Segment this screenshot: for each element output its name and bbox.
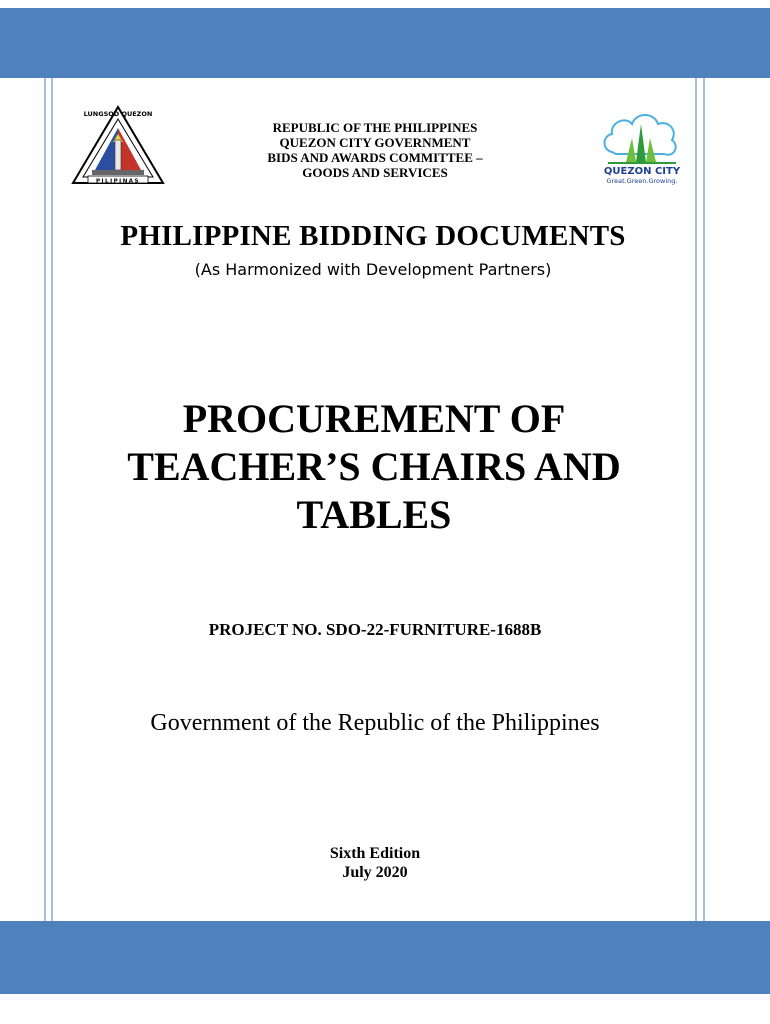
seal-text-top: LUNGSOD QUEZON bbox=[83, 110, 153, 118]
quezon-city-logo-icon bbox=[596, 104, 686, 188]
seal-text-bottom: PILIPINAS bbox=[95, 178, 141, 185]
title-initial: P bbox=[120, 220, 139, 252]
header-line-qc-government: QUEZON CITY GOVERNMENT bbox=[279, 135, 471, 150]
document-series-subtitle: (As Harmonized with Development Partners) bbox=[194, 260, 552, 279]
edition-info bbox=[0, 844, 750, 882]
procurement-title-line: TABLES bbox=[296, 492, 452, 537]
project-number: PROJECT NO. SDO-22-FURNITURE-1688B bbox=[208, 620, 542, 639]
procurement-title-line: PROCUREMENT OF bbox=[182, 396, 566, 441]
procurement-title-line: TEACHER’S CHAIRS AND bbox=[127, 444, 621, 489]
header-line-goods-services: GOODS AND SERVICES bbox=[302, 165, 448, 180]
bottom-color-band bbox=[0, 921, 770, 994]
government-line: Government of the Republic of the Philippines bbox=[150, 710, 600, 736]
title-initial: D bbox=[435, 220, 457, 252]
issuer-header bbox=[200, 120, 550, 180]
document-series-title bbox=[0, 220, 746, 253]
lungsod-quezon-seal-icon bbox=[70, 104, 166, 188]
header-line-bac: BIDS AND AWARDS COMMITTEE – bbox=[267, 150, 483, 165]
edition-label: Sixth Edition bbox=[329, 845, 421, 862]
frame-line-right-inner bbox=[695, 78, 697, 921]
frame-line-right-outer bbox=[703, 78, 705, 921]
frame-line-left-inner bbox=[51, 78, 53, 921]
qc-logo-name: QUEZON CITY bbox=[603, 166, 681, 177]
title-word-rest: OCUMENTS bbox=[456, 220, 626, 252]
qc-logo-tagline: Great.Green.Growing. bbox=[606, 177, 678, 185]
frame-line-left-outer bbox=[44, 78, 46, 921]
header-line-republic: REPUBLIC OF THE PHILIPPINES bbox=[272, 120, 478, 135]
edition-date: July 2020 bbox=[342, 864, 408, 881]
procurement-title bbox=[60, 395, 688, 539]
top-color-band bbox=[0, 8, 770, 78]
title-word-rest: IDDING bbox=[318, 220, 428, 252]
title-word-rest: HILIPPINE bbox=[138, 220, 292, 252]
title-initial: B bbox=[299, 220, 319, 252]
